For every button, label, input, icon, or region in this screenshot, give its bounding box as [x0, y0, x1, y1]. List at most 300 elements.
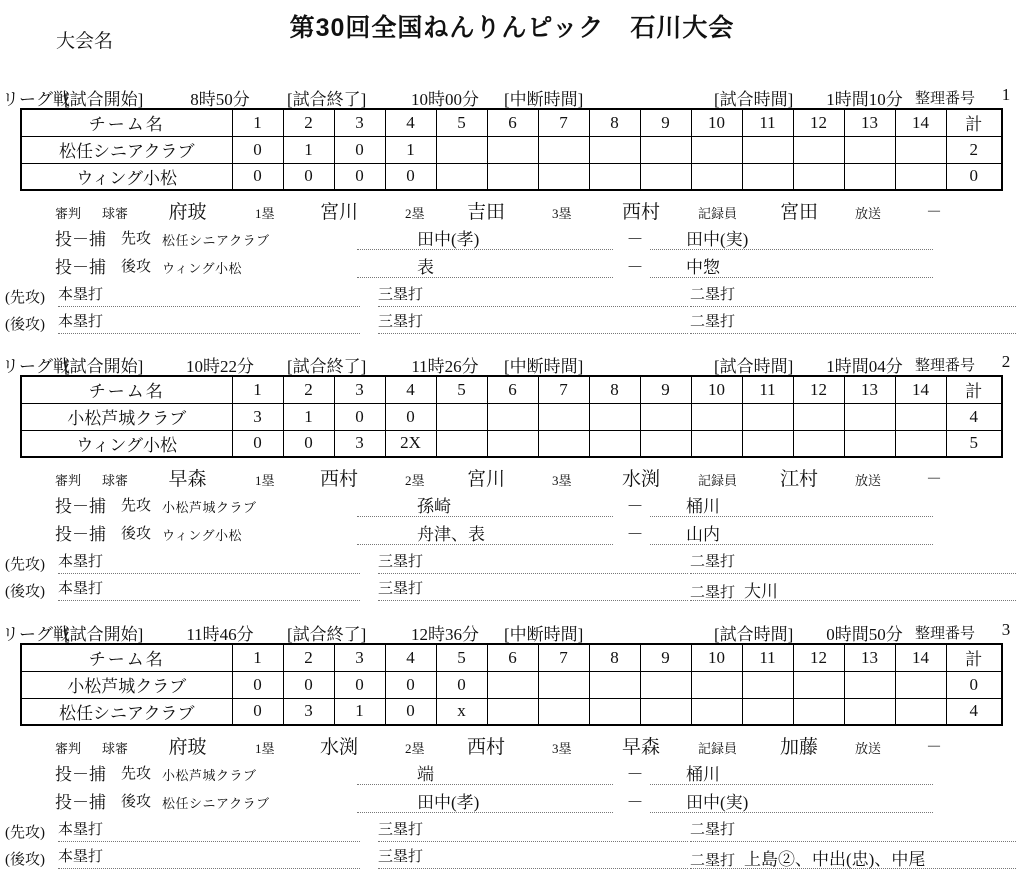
home-run-label: 本塁打 — [58, 314, 104, 330]
inning-score-cell — [436, 163, 487, 190]
scorer-label: 記録員 — [698, 473, 738, 488]
total-score-cell: 4 — [946, 403, 1002, 430]
game-duration-label: [試合時間] — [714, 357, 794, 376]
inning-score-cell — [589, 698, 640, 725]
end-time-label: [試合終了] — [287, 357, 367, 376]
game-duration-value: 0時間50分 — [826, 625, 903, 644]
inning-score-cell — [691, 403, 742, 430]
serial-number-label: 整理番号 — [915, 358, 976, 374]
tournament-name-label: 大会名 — [56, 31, 114, 52]
start-time-value: 10時22分 — [186, 357, 254, 376]
inning-header-cell: 9 — [640, 644, 691, 671]
triple-label: 三塁打 — [378, 849, 424, 865]
battery-dash: － — [626, 525, 644, 544]
second-base-umpire-label: 2塁 — [405, 206, 425, 221]
score-row — [21, 163, 1002, 190]
inning-header-cell: 5 — [436, 644, 487, 671]
inning-header-cell: 13 — [844, 109, 895, 136]
triple-field — [378, 845, 688, 869]
team-name: 松任シニアクラブ — [162, 796, 270, 811]
inning-score-cell — [793, 698, 844, 725]
inning-score-cell — [640, 403, 691, 430]
second-base-umpire-label: 2塁 — [405, 741, 425, 756]
inning-score-cell — [640, 671, 691, 698]
start-time-value: 8時50分 — [190, 90, 250, 109]
pitcher-name: 端 — [357, 760, 613, 785]
total-header-cell: 計 — [946, 109, 1002, 136]
inning-header-cell: 8 — [589, 109, 640, 136]
inning-header-cell: 1 — [232, 109, 283, 136]
inning-score-cell: x — [436, 698, 487, 725]
second-attack-label: 後攻 — [121, 259, 152, 275]
serial-number-value: 2 — [1001, 352, 1011, 371]
umpire-label: 審判 — [55, 473, 82, 488]
double-field — [690, 283, 1016, 307]
catcher-name: 桶川 — [650, 760, 933, 785]
battery-label: 投－捕 — [55, 525, 106, 544]
inning-score-cell: 0 — [232, 671, 283, 698]
inning-score-cell — [487, 403, 538, 430]
inning-score-cell — [538, 698, 589, 725]
inning-score-cell — [691, 136, 742, 163]
announcer-value: － — [925, 204, 942, 221]
double-field — [690, 310, 1016, 334]
team-name-header-cell: チーム名 — [21, 644, 232, 671]
inning-score-cell — [844, 403, 895, 430]
double-field — [690, 577, 1016, 601]
inning-score-cell — [691, 163, 742, 190]
inning-score-cell — [742, 430, 793, 457]
inning-header-cell: 4 — [385, 376, 436, 403]
inning-score-cell — [895, 698, 946, 725]
serial-number-value: 1 — [1001, 85, 1011, 104]
battery-dash: － — [626, 230, 644, 249]
inning-score-cell: 0 — [334, 671, 385, 698]
inning-score-cell — [487, 136, 538, 163]
battery-label: 投－捕 — [55, 765, 106, 784]
inning-header-cell: 10 — [691, 109, 742, 136]
inning-header-cell: 8 — [589, 644, 640, 671]
inning-header-cell: 14 — [895, 376, 946, 403]
umpire-line — [0, 464, 1024, 488]
inning-header-cell: 1 — [232, 376, 283, 403]
game-duration-value: 1時間10分 — [826, 90, 903, 109]
second-base-umpire-label: 2塁 — [405, 473, 425, 488]
side-label: (後攻) — [5, 317, 45, 333]
inning-score-cell — [742, 403, 793, 430]
first-base-umpire-label: 1塁 — [255, 741, 275, 756]
inning-header-cell: 7 — [538, 644, 589, 671]
hits-line-first — [0, 550, 1024, 576]
inning-header-cell: 12 — [793, 376, 844, 403]
inning-header-cell: 11 — [742, 109, 793, 136]
score-table — [20, 643, 1003, 726]
inning-score-cell — [589, 136, 640, 163]
inning-score-cell: 2X — [385, 430, 436, 457]
catcher-name: 田中(実) — [650, 788, 933, 813]
inning-score-cell: 0 — [232, 430, 283, 457]
home-run-field — [58, 818, 360, 842]
catcher-name: 桶川 — [650, 492, 933, 517]
umpire-label: 審判 — [55, 741, 82, 756]
umpire-line — [0, 732, 1024, 756]
inning-score-cell: 0 — [385, 698, 436, 725]
umpire-line — [0, 197, 1024, 221]
second-attack-label: 後攻 — [121, 794, 152, 810]
second-base-umpire-name: 宮川 — [466, 469, 505, 490]
inning-header-cell: 5 — [436, 109, 487, 136]
catcher-name: 田中(実) — [650, 225, 933, 250]
inning-header-cell: 1 — [232, 644, 283, 671]
inning-score-cell — [589, 163, 640, 190]
inning-score-cell: 3 — [232, 403, 283, 430]
first-base-umpire-label: 1塁 — [255, 206, 275, 221]
double-label: 二塁打 — [690, 822, 736, 838]
inning-score-cell — [538, 136, 589, 163]
scorer-name: 加藤 — [779, 737, 818, 758]
inning-score-cell: 1 — [283, 403, 334, 430]
inning-header-cell: 6 — [487, 644, 538, 671]
pitcher-name: 孫崎 — [357, 492, 613, 517]
inning-score-cell: 3 — [334, 430, 385, 457]
total-score-cell: 2 — [946, 136, 1002, 163]
score-header-row — [21, 644, 1002, 671]
inning-score-cell — [640, 136, 691, 163]
team-name-header-cell: チーム名 — [21, 376, 232, 403]
scorer-name: 江村 — [779, 469, 818, 490]
second-base-umpire-name: 吉田 — [466, 202, 505, 223]
inning-header-cell: 10 — [691, 376, 742, 403]
battery-label: 投－捕 — [55, 793, 106, 812]
inning-score-cell — [742, 136, 793, 163]
plate-umpire-label: 球審 — [102, 206, 129, 221]
double-label: 二塁打 — [690, 554, 736, 570]
inning-score-cell: 0 — [334, 136, 385, 163]
inning-score-cell — [589, 671, 640, 698]
inning-score-cell: 0 — [385, 671, 436, 698]
inning-score-cell — [589, 430, 640, 457]
home-run-label: 本塁打 — [58, 822, 104, 838]
inning-score-cell — [793, 430, 844, 457]
inning-score-cell — [487, 671, 538, 698]
team-name: ウィング小松 — [162, 528, 242, 543]
triple-field — [378, 310, 688, 334]
team-name: 小松芦城クラブ — [162, 500, 257, 515]
double-field — [690, 845, 1016, 869]
game-info-line — [0, 85, 1024, 107]
end-time-label: [試合終了] — [287, 625, 367, 644]
battery-label: 投－捕 — [55, 230, 106, 249]
game-record-3 — [0, 620, 1024, 876]
end-time-value: 11時26分 — [411, 357, 479, 376]
inning-header-cell: 6 — [487, 376, 538, 403]
inning-score-cell — [844, 163, 895, 190]
plate-umpire-label: 球審 — [102, 741, 129, 756]
serial-number-label: 整理番号 — [915, 91, 976, 107]
league-type-label: リーグ戦 — [2, 357, 70, 376]
inning-score-cell — [436, 430, 487, 457]
battery-line-first — [0, 760, 1024, 787]
score-header-row — [21, 376, 1002, 403]
inning-score-cell — [589, 403, 640, 430]
third-base-umpire-label: 3塁 — [552, 206, 572, 221]
inning-score-cell — [538, 163, 589, 190]
side-label: (先攻) — [5, 290, 45, 306]
third-base-umpire-label: 3塁 — [552, 473, 572, 488]
battery-line-second — [0, 788, 1024, 815]
home-run-label: 本塁打 — [58, 287, 104, 303]
battery-dash: － — [626, 258, 644, 277]
total-score-cell: 0 — [946, 671, 1002, 698]
double-field — [690, 818, 1016, 842]
interrupt-time-label: [中断時間] — [504, 625, 584, 644]
start-time-label: [試合開始] — [64, 90, 144, 109]
inning-score-cell — [436, 403, 487, 430]
inning-score-cell: 0 — [283, 430, 334, 457]
first-attack-label: 先攻 — [121, 231, 152, 247]
home-run-label: 本塁打 — [58, 581, 104, 597]
inning-score-cell: 0 — [385, 163, 436, 190]
inning-score-cell — [895, 163, 946, 190]
score-row — [21, 136, 1002, 163]
plate-umpire-name: 府玻 — [168, 737, 207, 758]
start-time-value: 11時46分 — [186, 625, 254, 644]
inning-header-cell: 14 — [895, 644, 946, 671]
inning-score-cell: 0 — [385, 403, 436, 430]
third-base-umpire-name: 西村 — [621, 202, 660, 223]
plate-umpire-label: 球審 — [102, 473, 129, 488]
battery-dash: － — [626, 793, 644, 812]
score-table — [20, 108, 1003, 191]
inning-header-cell: 2 — [283, 644, 334, 671]
inning-score-cell: 0 — [334, 163, 385, 190]
pitcher-name: 田中(孝) — [357, 225, 613, 250]
battery-line-first — [0, 492, 1024, 519]
total-score-cell: 0 — [946, 163, 1002, 190]
home-run-field — [58, 283, 360, 307]
first-base-umpire-name: 水渕 — [319, 737, 358, 758]
battery-dash: － — [626, 765, 644, 784]
hits-line-second — [0, 577, 1024, 603]
game-info-line — [0, 620, 1024, 642]
announcer-value: － — [925, 471, 942, 488]
hits-line-second — [0, 310, 1024, 336]
triple-field — [378, 550, 688, 574]
inning-score-cell: 0 — [232, 163, 283, 190]
inning-score-cell: 1 — [385, 136, 436, 163]
inning-score-cell — [640, 698, 691, 725]
inning-header-cell: 5 — [436, 376, 487, 403]
side-label: (先攻) — [5, 557, 45, 573]
scorer-label: 記録員 — [698, 206, 738, 221]
triple-label: 三塁打 — [378, 822, 424, 838]
inning-header-cell: 4 — [385, 109, 436, 136]
inning-score-cell — [844, 698, 895, 725]
inning-score-cell — [640, 430, 691, 457]
scorer-label: 記録員 — [698, 741, 738, 756]
second-base-umpire-name: 西村 — [466, 737, 505, 758]
first-base-umpire-name: 宮川 — [319, 202, 358, 223]
battery-label: 投－捕 — [55, 258, 106, 277]
team-name: 小松芦城クラブ — [162, 768, 257, 783]
end-time-value: 12時36分 — [411, 625, 479, 644]
score-row — [21, 403, 1002, 430]
serial-number-value: 3 — [1001, 620, 1011, 639]
first-attack-label: 先攻 — [121, 766, 152, 782]
pitcher-name: 舟津、表 — [357, 520, 613, 545]
inning-header-cell: 7 — [538, 109, 589, 136]
total-score-cell: 5 — [946, 430, 1002, 457]
third-base-umpire-label: 3塁 — [552, 741, 572, 756]
double-field — [690, 550, 1016, 574]
inning-header-cell: 14 — [895, 109, 946, 136]
inning-score-cell — [895, 403, 946, 430]
home-run-field — [58, 550, 360, 574]
triple-label: 三塁打 — [378, 554, 424, 570]
inning-score-cell: 0 — [283, 163, 334, 190]
triple-field — [378, 818, 688, 842]
inning-header-cell: 11 — [742, 376, 793, 403]
inning-score-cell: 0 — [334, 403, 385, 430]
side-label: (後攻) — [5, 584, 45, 600]
battery-dash: － — [626, 497, 644, 516]
inning-score-cell — [793, 163, 844, 190]
first-base-umpire-name: 西村 — [319, 469, 358, 490]
inning-header-cell: 9 — [640, 109, 691, 136]
inning-header-cell: 3 — [334, 376, 385, 403]
first-base-umpire-label: 1塁 — [255, 473, 275, 488]
inning-score-cell — [691, 671, 742, 698]
battery-line-second — [0, 253, 1024, 280]
double-value: 上島②、中出(忠)、中尾 — [744, 850, 926, 869]
game-duration-label: [試合時間] — [714, 90, 794, 109]
battery-label: 投－捕 — [55, 497, 106, 516]
inning-header-cell: 9 — [640, 376, 691, 403]
pitcher-name: 表 — [357, 253, 613, 278]
inning-score-cell — [844, 671, 895, 698]
inning-score-cell — [640, 163, 691, 190]
inning-score-cell: 0 — [436, 671, 487, 698]
plate-umpire-name: 早森 — [168, 469, 207, 490]
inning-score-cell: 0 — [232, 136, 283, 163]
team-name-cell: ウィング小松 — [21, 163, 232, 190]
home-run-field — [58, 577, 360, 601]
team-name-header-cell: チーム名 — [21, 109, 232, 136]
total-header-cell: 計 — [946, 376, 1002, 403]
score-row — [21, 698, 1002, 725]
inning-score-cell — [487, 163, 538, 190]
second-attack-label: 後攻 — [121, 526, 152, 542]
umpire-label: 審判 — [55, 206, 82, 221]
home-run-field — [58, 845, 360, 869]
inning-header-cell: 3 — [334, 109, 385, 136]
side-label: (先攻) — [5, 825, 45, 841]
inning-header-cell: 13 — [844, 376, 895, 403]
end-time-label: [試合終了] — [287, 90, 367, 109]
league-type-label: リーグ戦 — [2, 90, 70, 109]
inning-score-cell — [895, 136, 946, 163]
inning-header-cell: 2 — [283, 109, 334, 136]
inning-header-cell: 3 — [334, 644, 385, 671]
start-time-label: [試合開始] — [64, 625, 144, 644]
inning-header-cell: 12 — [793, 644, 844, 671]
team-name-cell: 小松芦城クラブ — [21, 403, 232, 430]
double-label: 二塁打 — [690, 287, 736, 303]
triple-label: 三塁打 — [378, 314, 424, 330]
inning-score-cell — [538, 430, 589, 457]
announcer-label: 放送 — [855, 206, 882, 221]
score-row — [21, 430, 1002, 457]
team-name-cell: 松任シニアクラブ — [21, 136, 232, 163]
game-record-2 — [0, 352, 1024, 608]
game-duration-value: 1時間04分 — [826, 357, 903, 376]
team-name: ウィング小松 — [162, 261, 242, 276]
triple-label: 三塁打 — [378, 287, 424, 303]
inning-score-cell — [844, 136, 895, 163]
score-table — [20, 375, 1003, 458]
inning-header-cell: 6 — [487, 109, 538, 136]
inning-score-cell: 0 — [283, 671, 334, 698]
score-header-row — [21, 109, 1002, 136]
announcer-label: 放送 — [855, 741, 882, 756]
inning-header-cell: 8 — [589, 376, 640, 403]
double-label: 二塁打 — [690, 314, 736, 330]
inning-score-cell — [691, 698, 742, 725]
inning-score-cell — [742, 671, 793, 698]
game-record-1 — [0, 85, 1024, 341]
inning-header-cell: 10 — [691, 644, 742, 671]
inning-score-cell — [844, 430, 895, 457]
catcher-name: 中惣 — [650, 253, 933, 278]
side-label: (後攻) — [5, 852, 45, 868]
hits-line-first — [0, 283, 1024, 309]
inning-score-cell: 1 — [283, 136, 334, 163]
game-duration-label: [試合時間] — [714, 625, 794, 644]
double-label: 二塁打 — [690, 585, 736, 601]
end-time-value: 10時00分 — [411, 90, 479, 109]
inning-score-cell — [793, 136, 844, 163]
inning-score-cell — [691, 430, 742, 457]
team-name-cell: ウィング小松 — [21, 430, 232, 457]
inning-score-cell — [538, 671, 589, 698]
team-name: 松任シニアクラブ — [162, 233, 270, 248]
home-run-label: 本塁打 — [58, 849, 104, 865]
triple-label: 三塁打 — [378, 581, 424, 597]
hits-line-second — [0, 845, 1024, 871]
inning-score-cell — [895, 671, 946, 698]
plate-umpire-name: 府玻 — [168, 202, 207, 223]
triple-field — [378, 577, 688, 601]
inning-header-cell: 13 — [844, 644, 895, 671]
home-run-label: 本塁打 — [58, 554, 104, 570]
inning-header-cell: 4 — [385, 644, 436, 671]
announcer-value: － — [925, 739, 942, 756]
triple-field — [378, 283, 688, 307]
serial-number-label: 整理番号 — [915, 626, 976, 642]
inning-score-cell — [895, 430, 946, 457]
inning-score-cell: 0 — [232, 698, 283, 725]
inning-header-cell: 2 — [283, 376, 334, 403]
pitcher-name: 田中(孝) — [357, 788, 613, 813]
double-value: 大川 — [744, 582, 779, 601]
inning-score-cell — [793, 403, 844, 430]
scorer-name: 宮田 — [779, 202, 818, 223]
interrupt-time-label: [中断時間] — [504, 357, 584, 376]
inning-header-cell: 12 — [793, 109, 844, 136]
inning-header-cell: 11 — [742, 644, 793, 671]
inning-header-cell: 7 — [538, 376, 589, 403]
inning-score-cell — [487, 430, 538, 457]
